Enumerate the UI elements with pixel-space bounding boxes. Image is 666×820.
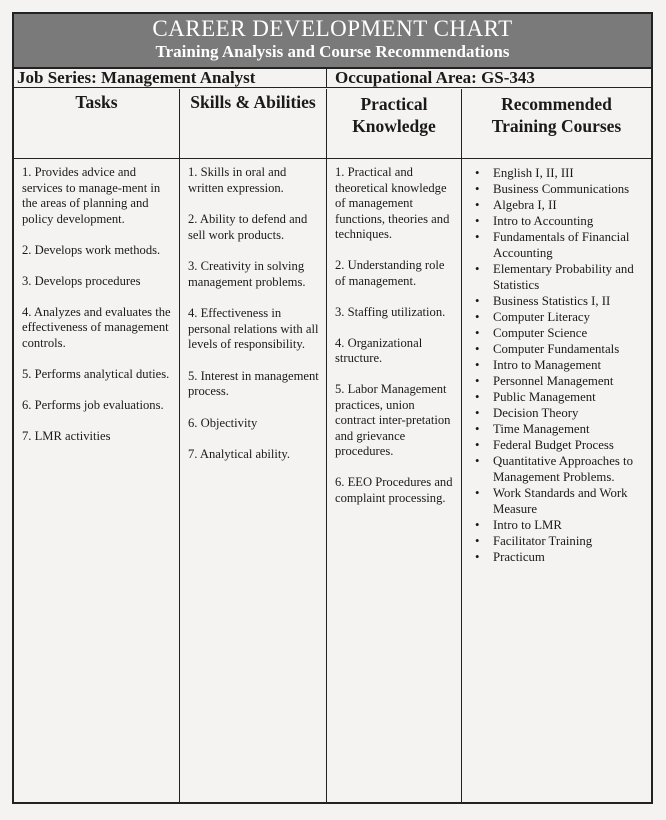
list-item: 2. Understanding role of management. [335,258,445,288]
occupational-area: Occupational Area: GS-343 [335,68,535,87]
bullet-icon: • [475,262,480,276]
list-item: 1. Practical and theoretical knowledge of management functions, theories and techniques. [335,165,450,241]
list-item: 5. Labor Management practices, union contract inter-pretation and grievance procedures. [335,382,451,458]
bullet-icon: • [475,390,480,404]
bullet-icon: • [475,198,480,212]
bullet-icon: • [475,214,480,228]
courses-column [462,89,651,802]
course-label: Decision Theory [493,406,579,420]
bullet-icon: • [475,326,480,340]
course-item [472,533,647,549]
list-item: 6. Objectivity [188,415,258,430]
course-label: Fundamentals of Financial Accounting [493,230,630,260]
course-label: Intro to LMR [493,518,562,532]
bullet-icon: • [475,486,480,500]
bullet-icon: • [475,518,480,532]
list-item: 2. Ability to defend and sell work products. [188,212,308,242]
knowledge-header-line1: Practical [360,94,428,114]
courses-header-line1: Recommended [501,94,612,114]
course-item [472,197,647,213]
course-item [472,309,647,325]
knowledge-header [327,89,461,159]
course-item [472,517,647,533]
course-label: Facilitator Training [493,534,593,548]
tasks-header: Tasks [14,89,179,159]
skills-header: Skills & Abilities [180,89,326,159]
course-item [472,229,647,261]
course-label: Quantitative Approaches to Management Problems. [493,454,634,484]
chart-subtitle: Training Analysis and Course Recommendations [155,42,510,61]
course-label: Personnel Management [493,374,614,388]
bullet-icon: • [475,406,480,420]
course-item [472,549,647,565]
list-item: 3. Creativity in solving management problems. [188,259,306,289]
bullet-icon: • [475,454,480,468]
list-item: 2. Develops work methods. [22,242,161,257]
tasks-column [14,89,180,802]
course-item [472,165,647,181]
course-label: Federal Budget Process [493,438,614,452]
courses-header [462,89,651,159]
list-item: 3. Staffing utilization. [335,304,446,319]
series-row [14,69,651,88]
course-label: Business Communications [493,182,630,196]
bullet-icon: • [475,166,480,180]
list-item: 4. Analyzes and evaluates the effectiveness of management controls. [22,304,171,350]
course-label: Time Management [493,422,590,436]
courses-body [462,159,651,565]
course-item [472,485,647,517]
course-label: Computer Fundamentals [493,342,620,356]
course-item [472,293,647,309]
knowledge-header-line2: Knowledge [352,116,436,136]
course-item [472,421,647,437]
list-item: 4. Organizational structure. [335,335,423,365]
course-item [472,453,647,485]
bullet-icon: • [475,294,480,308]
list-item: 4. Effectiveness in personal relations with all levels of responsibility. [188,306,319,351]
course-item [472,437,647,453]
list-item: 7. Analytical ability. [188,447,291,461]
course-item [472,213,647,229]
chart-title: CAREER DEVELOPMENT CHART [152,16,513,41]
bullet-icon: • [475,182,480,196]
job-series: Job Series: Management Analyst [14,69,327,87]
course-label: Computer Science [493,326,588,340]
list-item: 6. Performs job evaluations. [22,397,164,412]
course-label: Public Management [493,390,596,404]
bullet-icon: • [475,374,480,388]
bullet-icon: • [475,534,480,548]
course-label: Work Standards and Work Measure [493,486,628,516]
list-item: 7. LMR activities [22,428,111,443]
course-label: Elementary Probability and Statistics [493,262,634,292]
chart-banner [14,14,651,69]
skills-column [180,89,327,802]
course-label: Practicum [493,550,545,564]
course-label: Intro to Accounting [493,214,594,228]
list-item: 6. EEO Procedures and complaint processing. [335,475,453,505]
course-item [472,181,647,197]
career-chart [12,12,653,804]
course-item [472,341,647,357]
course-label: Computer Literacy [493,310,591,324]
skills-list [180,159,326,479]
bullet-icon: • [475,310,480,324]
courses-header-line2: Training Courses [491,116,622,136]
list-item: 5. Interest in management process. [188,368,319,398]
course-item [472,261,647,293]
bullet-icon: • [475,358,480,372]
knowledge-column [327,89,462,802]
bullet-icon: • [475,342,480,356]
course-label: Algebra I, II [493,198,557,212]
list-item: 5. Performs analytical duties. [22,366,170,381]
course-item [472,373,647,389]
list-item: 1. Skills in oral and written expression. [188,165,287,195]
chart-columns [14,89,651,802]
course-label: Intro to Management [493,358,602,372]
bullet-icon: • [475,230,480,244]
course-item [472,357,647,373]
list-item: 1. Provides advice and services to manage-ment in the areas of planning and policy development. [22,165,161,226]
course-item [472,325,647,341]
list-item: 3. Develops procedures [22,273,141,288]
course-item [472,389,647,405]
knowledge-list [327,159,461,522]
bullet-icon: • [475,422,480,436]
course-label: Business Statistics I, II [493,294,611,308]
courses-list [470,165,647,565]
bullet-icon: • [475,550,480,564]
tasks-list [14,159,179,460]
bullet-icon: • [475,438,480,452]
course-item [472,405,647,421]
course-label: English I, II, III [493,166,574,180]
